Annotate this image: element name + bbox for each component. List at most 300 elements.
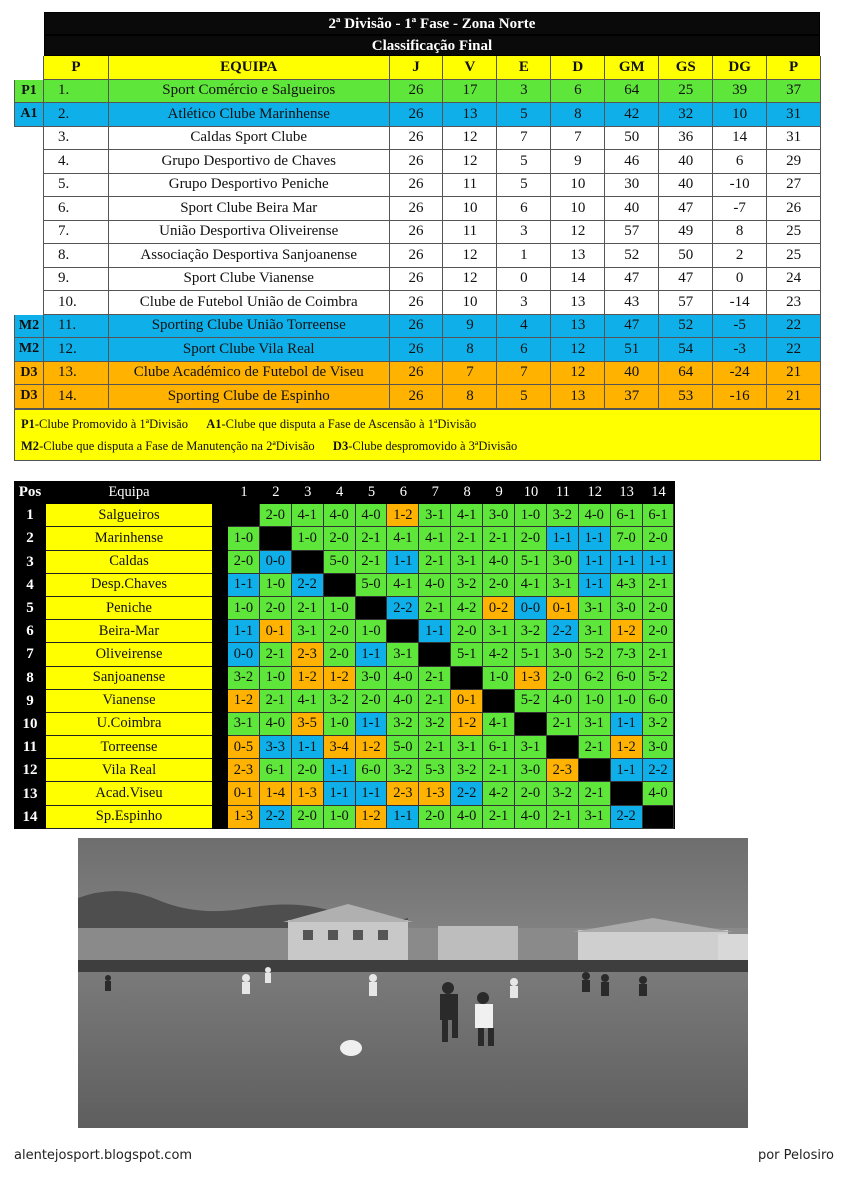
matrix-result-cell: 3-2 — [451, 759, 483, 782]
matrix-row — [14, 736, 675, 759]
matrix-result-cell: 1-2 — [387, 504, 419, 527]
matrix-row-pos: 12 — [14, 759, 46, 782]
matrix-result-cell: 3-0 — [643, 736, 675, 759]
matrix-result-cell: 4-1 — [483, 713, 515, 736]
matrix-result-cell: 0-1 — [228, 782, 260, 805]
matrix-result-cell: 2-1 — [419, 667, 451, 690]
row-status-tag — [14, 291, 44, 315]
row-points: 26 — [767, 197, 821, 221]
matrix-result-cell: 1-0 — [324, 597, 356, 620]
matrix-result-cell: 1-1 — [579, 551, 611, 574]
footer-site-url[interactable]: alentejosport.blogspot.com — [14, 1148, 193, 1163]
matrix-result-cell: 3-0 — [547, 551, 579, 574]
row-goals-against: 52 — [659, 315, 713, 339]
standings-row — [14, 244, 821, 268]
matrix-result-cell: 5-1 — [515, 643, 547, 666]
row-drawn: 5 — [497, 385, 551, 409]
row-points: 25 — [767, 221, 821, 245]
header-goals-against: GS — [659, 56, 713, 80]
standings-header-row — [14, 56, 821, 80]
matrix-result-cell: 3-1 — [483, 620, 515, 643]
row-goal-difference: 2 — [713, 244, 767, 268]
matrix-result-cell: 1-1 — [579, 574, 611, 597]
matrix-result-cell: 1-0 — [611, 690, 643, 713]
matrix-result-cell: 4-1 — [387, 527, 419, 550]
row-points: 21 — [767, 362, 821, 386]
matrix-result-cell: 4-2 — [483, 643, 515, 666]
matrix-row-team: Marinhense — [46, 527, 212, 550]
matrix-result-cell: 2-0 — [324, 527, 356, 550]
row-status-tag — [14, 268, 44, 292]
matrix-row-team: Acad.Viseu — [46, 782, 212, 805]
matrix-row-team: Vianense — [46, 690, 212, 713]
matrix-row-team: Desp.Chaves — [46, 574, 212, 597]
matrix-result-cell: 3-2 — [547, 504, 579, 527]
matrix-result-cell: 1-0 — [260, 574, 292, 597]
header-won: V — [443, 56, 497, 80]
matrix-result-cell: 3-2 — [643, 713, 675, 736]
header-team: EQUIPA — [109, 56, 390, 80]
row-played: 26 — [390, 221, 444, 245]
legend-line-2 — [21, 435, 814, 457]
matrix-result-cell: 4-0 — [387, 667, 419, 690]
row-goals-against: 47 — [659, 268, 713, 292]
matrix-row — [14, 782, 675, 805]
matrix-result-cell: 2-1 — [292, 597, 324, 620]
legend-d3-text: -Clube despromovido à 3ªDivisão — [348, 438, 518, 453]
matrix-diagonal-cell — [515, 713, 547, 736]
row-won: 12 — [443, 150, 497, 174]
row-goal-difference: 6 — [713, 150, 767, 174]
row-played: 26 — [390, 103, 444, 127]
matrix-diagonal-cell — [387, 620, 419, 643]
matrix-result-cell: 2-0 — [547, 667, 579, 690]
row-goals-against: 32 — [659, 103, 713, 127]
matrix-diagonal-cell — [643, 806, 675, 829]
matrix-row — [14, 504, 675, 527]
matrix-result-cell: 1-3 — [515, 667, 547, 690]
matrix-result-cell: 4-3 — [611, 574, 643, 597]
matrix-diagonal-cell — [260, 527, 292, 550]
row-won: 13 — [443, 103, 497, 127]
row-goals-against: 47 — [659, 197, 713, 221]
matrix-result-cell: 4-1 — [451, 504, 483, 527]
row-position: 6. — [44, 197, 109, 221]
row-goals-against: 40 — [659, 150, 713, 174]
matrix-result-cell: 2-3 — [547, 759, 579, 782]
matrix-result-cell: 1-1 — [356, 782, 388, 805]
row-goals-for: 50 — [605, 127, 659, 151]
results-matrix — [14, 481, 675, 829]
legend-a1-text: -Clube que disputa a Fase de Ascensão à 1ªDivisão — [221, 416, 477, 431]
matrix-result-cell: 2-2 — [387, 597, 419, 620]
row-drawn: 7 — [497, 362, 551, 386]
matrix-result-cell: 1-1 — [419, 620, 451, 643]
matrix-result-cell: 0-0 — [260, 551, 292, 574]
matrix-result-cell: 3-2 — [228, 667, 260, 690]
row-team-name: Sporting Clube União Torreense — [109, 315, 390, 339]
row-goals-for: 37 — [605, 385, 659, 409]
row-points: 27 — [767, 174, 821, 198]
matrix-result-cell: 2-2 — [547, 620, 579, 643]
standings-row — [14, 268, 821, 292]
matrix-diagonal-cell — [611, 782, 643, 805]
matrix-result-cell: 3-0 — [547, 643, 579, 666]
row-position: 7. — [44, 221, 109, 245]
matrix-result-cell: 3-1 — [451, 551, 483, 574]
football-match-illustration — [78, 838, 748, 1128]
matrix-result-cell: 1-3 — [419, 782, 451, 805]
matrix-column-header: 10 — [515, 481, 547, 504]
row-won: 11 — [443, 174, 497, 198]
matrix-result-cell: 5-2 — [579, 643, 611, 666]
row-goal-difference: 8 — [713, 221, 767, 245]
row-goals-against: 40 — [659, 174, 713, 198]
matrix-row-pos: 4 — [14, 574, 46, 597]
row-drawn: 3 — [497, 80, 551, 104]
matrix-result-cell: 4-0 — [547, 690, 579, 713]
matrix-diagonal-cell — [324, 574, 356, 597]
legend-p1-key: P1 — [21, 416, 35, 431]
matrix-result-cell: 4-1 — [292, 690, 324, 713]
row-status-tag: D3 — [14, 362, 44, 386]
matrix-result-cell: 4-0 — [356, 504, 388, 527]
matrix-result-cell: 2-0 — [419, 806, 451, 829]
row-status-tag — [14, 174, 44, 198]
matrix-result-cell: 0-2 — [483, 597, 515, 620]
football-match-photo — [78, 838, 748, 1128]
matrix-row-team: Vila Real — [46, 759, 212, 782]
matrix-row — [14, 667, 675, 690]
matrix-result-cell: 1-1 — [228, 574, 260, 597]
row-goal-difference: 10 — [713, 103, 767, 127]
matrix-result-cell: 3-2 — [324, 690, 356, 713]
matrix-result-cell: 4-1 — [419, 527, 451, 550]
matrix-column-header: 8 — [451, 481, 483, 504]
row-played: 26 — [390, 197, 444, 221]
row-goals-against: 57 — [659, 291, 713, 315]
row-position: 1. — [44, 80, 109, 104]
matrix-result-cell: 1-2 — [292, 667, 324, 690]
matrix-result-cell: 3-2 — [387, 713, 419, 736]
matrix-result-cell: 6-0 — [611, 667, 643, 690]
matrix-result-cell: 0-0 — [515, 597, 547, 620]
matrix-row-team: Salgueiros — [46, 504, 212, 527]
matrix-result-cell: 1-1 — [387, 806, 419, 829]
matrix-column-header: 9 — [483, 481, 515, 504]
row-team-name: Sport Clube Vianense — [109, 268, 390, 292]
matrix-result-cell: 4-2 — [483, 782, 515, 805]
matrix-result-cell: 3-4 — [324, 736, 356, 759]
row-position: 10. — [44, 291, 109, 315]
matrix-body — [14, 504, 675, 829]
row-goal-difference: -5 — [713, 315, 767, 339]
matrix-result-cell: 2-0 — [356, 690, 388, 713]
row-goals-for: 47 — [605, 315, 659, 339]
matrix-result-cell: 3-1 — [579, 597, 611, 620]
legend-m2-key: M2 — [21, 438, 40, 453]
row-team-name: Clube de Futebol União de Coimbra — [109, 291, 390, 315]
matrix-header-team: Equipa — [46, 481, 212, 504]
row-played: 26 — [390, 244, 444, 268]
matrix-result-cell: 2-2 — [611, 806, 643, 829]
matrix-result-cell: 4-0 — [387, 690, 419, 713]
matrix-result-cell: 1-2 — [356, 736, 388, 759]
matrix-diagonal-cell — [228, 504, 260, 527]
row-lost: 12 — [551, 338, 605, 362]
matrix-result-cell: 2-0 — [324, 643, 356, 666]
matrix-row-team: Beira-Mar — [46, 620, 212, 643]
matrix-result-cell: 6-1 — [611, 504, 643, 527]
matrix-result-cell: 1-0 — [228, 527, 260, 550]
row-played: 26 — [390, 80, 444, 104]
matrix-result-cell: 1-1 — [387, 551, 419, 574]
matrix-result-cell: 4-0 — [419, 574, 451, 597]
matrix-result-cell: 2-1 — [483, 806, 515, 829]
row-played: 26 — [390, 362, 444, 386]
row-played: 26 — [390, 385, 444, 409]
matrix-row — [14, 551, 675, 574]
row-team-name: Sporting Clube de Espinho — [109, 385, 390, 409]
standings-row — [14, 127, 821, 151]
row-goals-for: 40 — [605, 362, 659, 386]
matrix-row — [14, 759, 675, 782]
matrix-result-cell: 2-1 — [643, 643, 675, 666]
matrix-row-team: U.Coimbra — [46, 713, 212, 736]
matrix-result-cell: 3-0 — [483, 504, 515, 527]
matrix-result-cell: 1-0 — [228, 597, 260, 620]
matrix-result-cell: 6-1 — [260, 759, 292, 782]
matrix-row-pos: 6 — [14, 620, 46, 643]
row-goals-for: 64 — [605, 80, 659, 104]
row-position: 14. — [44, 385, 109, 409]
matrix-result-cell: 1-0 — [483, 667, 515, 690]
row-goal-difference: -7 — [713, 197, 767, 221]
row-goals-against: 54 — [659, 338, 713, 362]
matrix-result-cell: 1-3 — [228, 806, 260, 829]
header-drawn: E — [497, 56, 551, 80]
matrix-result-cell: 2-1 — [547, 713, 579, 736]
row-won: 9 — [443, 315, 497, 339]
row-won: 8 — [443, 385, 497, 409]
matrix-result-cell: 2-2 — [260, 806, 292, 829]
header-lost: D — [551, 56, 605, 80]
matrix-result-cell: 4-1 — [515, 574, 547, 597]
matrix-result-cell: 2-0 — [643, 597, 675, 620]
matrix-result-cell: 2-1 — [579, 782, 611, 805]
matrix-result-cell: 6-1 — [643, 504, 675, 527]
matrix-result-cell: 4-1 — [387, 574, 419, 597]
matrix-result-cell: 4-0 — [515, 806, 547, 829]
matrix-result-cell: 1-1 — [611, 759, 643, 782]
matrix-result-cell: 1-2 — [611, 620, 643, 643]
matrix-result-cell: 1-1 — [547, 527, 579, 550]
matrix-result-cell: 2-1 — [483, 759, 515, 782]
row-goals-for: 46 — [605, 150, 659, 174]
footer-author: por Pelosiro — [757, 1148, 834, 1163]
row-team-name: Grupo Desportivo de Chaves — [109, 150, 390, 174]
matrix-column-header: 1 — [228, 481, 260, 504]
row-won: 17 — [443, 80, 497, 104]
matrix-result-cell: 6-0 — [643, 690, 675, 713]
matrix-result-cell: 3-1 — [515, 736, 547, 759]
matrix-row-pos: 2 — [14, 527, 46, 550]
row-lost: 13 — [551, 385, 605, 409]
standings-row — [14, 103, 821, 127]
matrix-row-pos: 5 — [14, 597, 46, 620]
matrix-result-cell: 2-1 — [483, 527, 515, 550]
row-lost: 12 — [551, 362, 605, 386]
row-won: 11 — [443, 221, 497, 245]
row-status-tag: A1 — [14, 103, 44, 127]
row-points: 25 — [767, 244, 821, 268]
matrix-row — [14, 806, 675, 829]
row-goal-difference: -14 — [713, 291, 767, 315]
header-played: J — [390, 56, 444, 80]
matrix-result-cell: 3-1 — [228, 713, 260, 736]
matrix-column-header: 14 — [643, 481, 675, 504]
matrix-result-cell: 5-0 — [387, 736, 419, 759]
matrix-result-cell: 3-1 — [292, 620, 324, 643]
matrix-column-header: 13 — [611, 481, 643, 504]
matrix-result-cell: 3-2 — [419, 713, 451, 736]
matrix-result-cell: 2-0 — [483, 574, 515, 597]
matrix-result-cell: 1-1 — [643, 551, 675, 574]
matrix-result-cell: 2-0 — [451, 620, 483, 643]
matrix-result-cell: 2-0 — [643, 527, 675, 550]
matrix-result-cell: 2-0 — [643, 620, 675, 643]
row-points: 24 — [767, 268, 821, 292]
row-team-name: União Desportiva Oliveirense — [109, 221, 390, 245]
matrix-result-cell: 1-1 — [611, 551, 643, 574]
matrix-row-pos: 10 — [14, 713, 46, 736]
matrix-result-cell: 4-0 — [324, 504, 356, 527]
row-position: 9. — [44, 268, 109, 292]
matrix-row-pos: 1 — [14, 504, 46, 527]
matrix-header-row — [14, 481, 675, 504]
matrix-result-cell: 4-0 — [260, 713, 292, 736]
row-position: 3. — [44, 127, 109, 151]
row-status-tag: M2 — [14, 315, 44, 339]
row-played: 26 — [390, 291, 444, 315]
matrix-row-team: Sanjoanense — [46, 667, 212, 690]
matrix-result-cell: 2-1 — [260, 690, 292, 713]
matrix-row — [14, 527, 675, 550]
matrix-result-cell: 2-2 — [451, 782, 483, 805]
standings-row — [14, 362, 821, 386]
row-goals-against: 36 — [659, 127, 713, 151]
matrix-result-cell: 5-0 — [356, 574, 388, 597]
matrix-result-cell: 3-2 — [547, 782, 579, 805]
matrix-result-cell: 3-1 — [547, 574, 579, 597]
matrix-diagonal-cell — [579, 759, 611, 782]
row-lost: 14 — [551, 268, 605, 292]
row-team-name: Sport Clube Vila Real — [109, 338, 390, 362]
matrix-diagonal-cell — [292, 551, 324, 574]
matrix-result-cell: 5-1 — [451, 643, 483, 666]
matrix-row-pos: 9 — [14, 690, 46, 713]
matrix-result-cell: 1-2 — [324, 667, 356, 690]
row-drawn: 4 — [497, 315, 551, 339]
row-played: 26 — [390, 127, 444, 151]
matrix-result-cell: 1-0 — [292, 527, 324, 550]
standings-row — [14, 221, 821, 245]
row-goals-for: 52 — [605, 244, 659, 268]
matrix-row — [14, 690, 675, 713]
row-lost: 13 — [551, 315, 605, 339]
matrix-result-cell: 3-1 — [419, 504, 451, 527]
matrix-result-cell: 2-0 — [324, 620, 356, 643]
row-points: 21 — [767, 385, 821, 409]
matrix-result-cell: 3-0 — [356, 667, 388, 690]
row-status-tag — [14, 127, 44, 151]
matrix-result-cell: 3-2 — [387, 759, 419, 782]
row-goal-difference: 0 — [713, 268, 767, 292]
matrix-result-cell: 3-0 — [515, 759, 547, 782]
legend-m2-text: -Clube que disputa a Fase de Manutenção na 2ªDivisão — [39, 438, 315, 453]
matrix-result-cell: 2-0 — [292, 759, 324, 782]
matrix-column-header: 4 — [324, 481, 356, 504]
row-goals-for: 30 — [605, 174, 659, 198]
matrix-result-cell: 5-2 — [643, 667, 675, 690]
matrix-column-header: 11 — [547, 481, 579, 504]
row-goals-against: 53 — [659, 385, 713, 409]
matrix-result-cell: 1-1 — [611, 713, 643, 736]
standings-row — [14, 291, 821, 315]
row-lost: 8 — [551, 103, 605, 127]
matrix-result-cell: 3-3 — [260, 736, 292, 759]
row-goal-difference: 39 — [713, 80, 767, 104]
header-goals-for: GM — [605, 56, 659, 80]
matrix-result-cell: 0-1 — [451, 690, 483, 713]
matrix-result-cell: 1-0 — [324, 713, 356, 736]
standings-title: 2ª Divisão - 1ª Fase - Zona Norte — [44, 12, 820, 35]
matrix-result-cell: 0-1 — [260, 620, 292, 643]
row-drawn: 1 — [497, 244, 551, 268]
matrix-result-cell: 7-3 — [611, 643, 643, 666]
matrix-result-cell: 6-0 — [356, 759, 388, 782]
row-drawn: 6 — [497, 338, 551, 362]
matrix-column-header: 2 — [260, 481, 292, 504]
matrix-row-pos: 11 — [14, 736, 46, 759]
matrix-row-team: Oliveirense — [46, 643, 212, 666]
row-lost: 10 — [551, 174, 605, 198]
standings-row — [14, 174, 821, 198]
matrix-result-cell: 2-1 — [419, 551, 451, 574]
matrix-result-cell: 1-4 — [260, 782, 292, 805]
row-position: 13. — [44, 362, 109, 386]
matrix-diagonal-cell — [547, 736, 579, 759]
matrix-result-cell: 4-0 — [451, 806, 483, 829]
matrix-result-cell: 2-1 — [643, 574, 675, 597]
row-won: 12 — [443, 244, 497, 268]
row-won: 10 — [443, 197, 497, 221]
matrix-result-cell: 5-2 — [515, 690, 547, 713]
standings-legend — [14, 409, 821, 461]
matrix-row-team: Sp.Espinho — [46, 806, 212, 829]
matrix-result-cell: 4-2 — [451, 597, 483, 620]
matrix-result-cell: 1-0 — [324, 806, 356, 829]
row-goals-for: 51 — [605, 338, 659, 362]
matrix-row — [14, 597, 675, 620]
tag-header-blank — [14, 56, 44, 80]
matrix-result-cell: 2-3 — [292, 643, 324, 666]
row-won: 10 — [443, 291, 497, 315]
matrix-diagonal-cell — [483, 690, 515, 713]
legend-a1-key: A1 — [206, 416, 222, 431]
row-played: 26 — [390, 150, 444, 174]
matrix-result-cell: 1-1 — [228, 620, 260, 643]
